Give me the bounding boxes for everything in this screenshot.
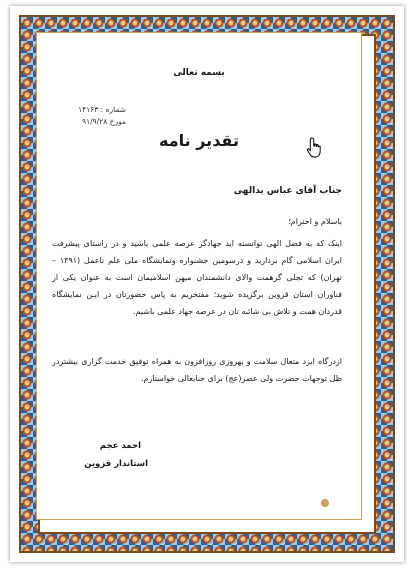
body-paragraph-2: ازدرگاه ایزد متعال سلامت و بهروزی روزافزون به همراه توفیق خدمت گزاری بیشتردر ظل توجهات حضرت ولی عصر(عج) برای جنابعالی خواستارم. bbox=[52, 357, 342, 383]
seal-dot bbox=[321, 499, 329, 507]
certificate-page bbox=[10, 6, 404, 562]
greeting: باسلام و احترام؛ bbox=[288, 217, 342, 226]
recipient-name: جناب آقای عباس یدالهی bbox=[233, 186, 342, 196]
certificate-body bbox=[36, 32, 362, 520]
document-title: تقدیر نامه bbox=[159, 131, 239, 150]
signatory-name: احمد عجم bbox=[99, 441, 141, 451]
bismillah-heading: بسمه تعالی bbox=[173, 68, 225, 78]
signatory-title: استاندار قزوین bbox=[84, 459, 148, 469]
body-paragraph-1: اینک که به فضل الهی توانسته اید جهادگر عرصه علمی باشید و در راستای پیشرفت ایران اسلامی گام بردارید و درسومین جشنواره ونمایشگاه ملی علم تاعمل (۱۳۹۱ – تهران) که تجلی گرهمت والای دانشمندان میهن اسلامیمان است به عنوان یکی از فناوران استان قزوین برگزیده شوید؛ مفتخریم به پاس حضورتان در ایـن نمایشگاه قدردان همت و تلاش بی شائبه تان در عرصه جهاد علمی باشیم. bbox=[52, 239, 342, 316]
letter-date: مورخ ۹۱/۹/۲۸ bbox=[82, 117, 126, 126]
letter-number: شماره : ۱۴۱۶۳ bbox=[78, 105, 126, 114]
hand-pointer-icon bbox=[306, 137, 324, 159]
